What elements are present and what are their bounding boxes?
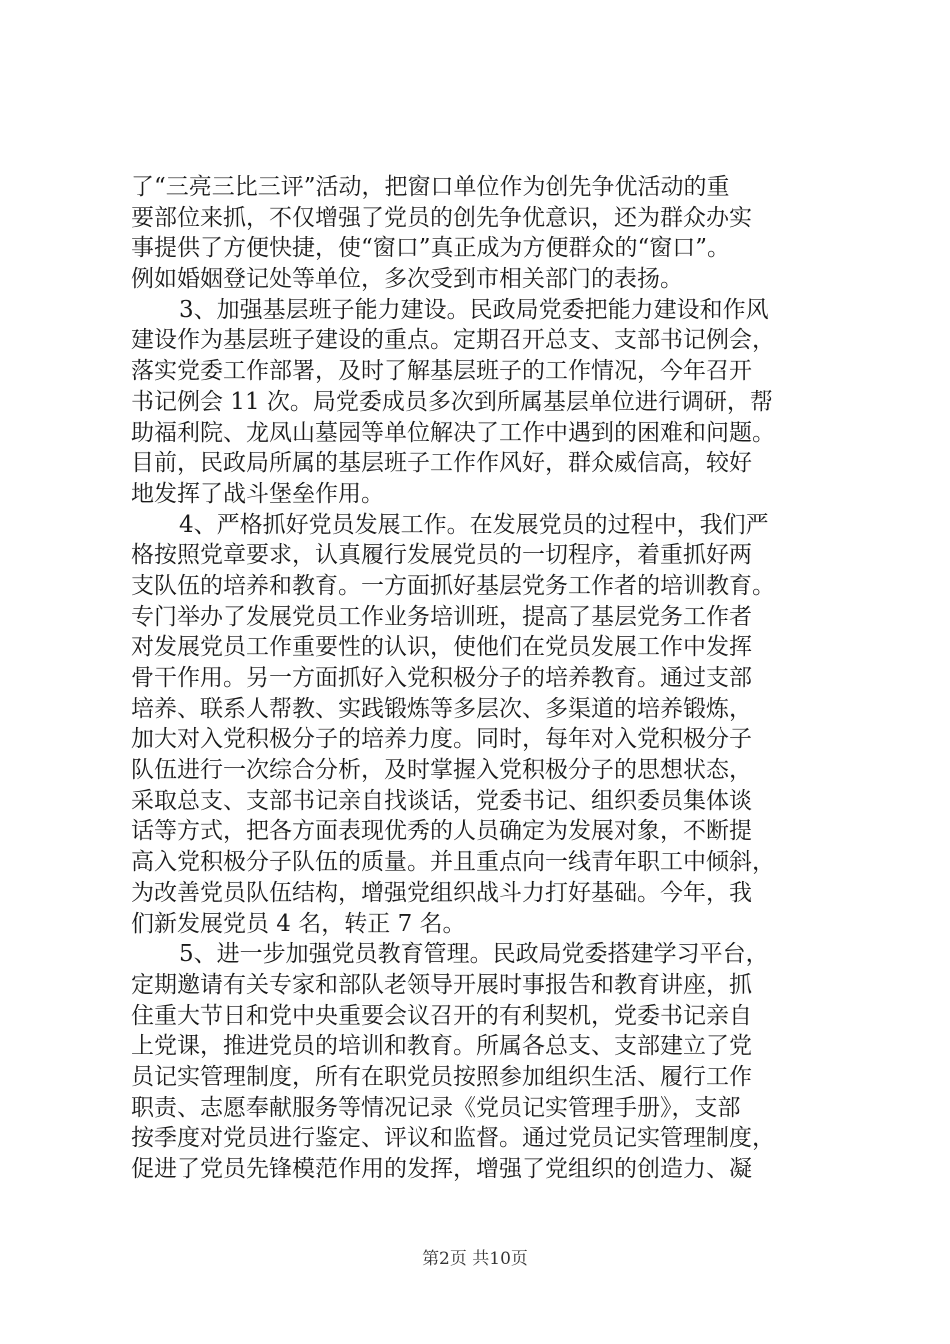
page-number-footer: 第2页 共10页 [422, 1249, 528, 1269]
text-line: 对发展党员工作重要性的认识，使他们在党员发展工作中发挥 [131, 634, 752, 661]
text-line: 格按照党章要求，认真履行发展党员的一切程序，着重抓好两 [131, 542, 752, 569]
text-line: 例如婚姻登记处等单位，多次受到市相关部门的表扬。 [131, 266, 683, 293]
text-line: 按季度对党员进行鉴定、评议和监督。通过党员记实管理制度， [131, 1125, 775, 1152]
text-line: 们新发展党员 4 名，转正 7 名。 [131, 910, 466, 937]
text-line: 助福利院、龙凤山墓园等单位解决了工作中遇到的困难和问题。 [131, 419, 775, 446]
text-line: 员记实管理制度，所有在职党员按照参加组织生活、履行工作 [131, 1063, 752, 1090]
paragraph-first-line: 5、进一步加强党员教育管理。民政局党委搭建学习平台， [179, 941, 769, 968]
document-body [131, 172, 831, 1185]
text-line: 了“三亮三比三评”活动，把窗口单位作为创先争优活动的重 [131, 174, 730, 200]
text-line: 要部位来抓，不仅增强了党员的创先争优意识，还为群众办实 [131, 204, 752, 231]
text-line: 目前，民政局所属的基层班子工作作风好，群众威信高，较好 [131, 450, 752, 477]
text-line: 事提供了方便快捷，使“窗口”真正成为方便群众的“窗口”。 [131, 235, 731, 262]
text-line: 采取总支、支部书记亲自找谈话，党委书记、组织委员集体谈 [131, 787, 752, 814]
text-line: 高入党积极分子队伍的质量。并且重点向一线青年职工中倾斜， [131, 849, 775, 876]
text-line: 建设作为基层班子建设的重点。定期召开总支、支部书记例会， [131, 327, 775, 354]
text-line: 培养、联系人帮教、实践锻炼等多层次、多渠道的培养锻炼， [131, 695, 752, 722]
text-line: 落实党委工作部署，及时了解基层班子的工作情况，今年召开 [131, 358, 752, 385]
paragraph-first-line: 4、严格抓好党员发展工作。在发展党员的过程中，我们严 [179, 511, 769, 538]
text-line: 加大对入党积极分子的培养力度。同时，每年对入党积极分子 [131, 726, 752, 753]
text-line: 职责、志愿奉献服务等情况记录《党员记实管理手册》，支部 [131, 1094, 741, 1121]
text-line: 骨干作用。另一方面抓好入党积极分子的培养教育。通过支部 [131, 665, 752, 691]
text-line: 住重大节日和党中央重要会议召开的有利契机，党委书记亲自 [131, 1002, 752, 1029]
text-line: 为改善党员队伍结构，增强党组织战斗力打好基础。今年，我 [131, 879, 752, 906]
text-line: 定期邀请有关专家和部队老领导开展时事报告和教育讲座，抓 [131, 971, 752, 998]
text-line: 书记例会 11 次。局党委成员多次到所属基层单位进行调研，帮 [131, 388, 773, 415]
paragraph-first-line: 3、加强基层班子能力建设。民政局党委把能力建设和作风 [179, 296, 769, 323]
text-line: 上党课，推进党员的培训和教育。所属各总支、支部建立了党 [131, 1033, 752, 1060]
text-line: 支队伍的培养和教育。一方面抓好基层党务工作者的培训教育。 [131, 572, 775, 599]
text-line: 促进了党员先锋模范作用的发挥，增强了党组织的创造力、凝 [131, 1156, 752, 1182]
text-line: 话等方式，把各方面表现优秀的人员确定为发展对象，不断提 [131, 818, 752, 845]
text-line: 队伍进行一次综合分析，及时掌握入党积极分子的思想状态， [131, 757, 752, 784]
text-line: 地发挥了战斗堡垒作用。 [131, 480, 384, 507]
text-line: 专门举办了发展党员工作业务培训班，提高了基层党务工作者 [131, 603, 752, 630]
